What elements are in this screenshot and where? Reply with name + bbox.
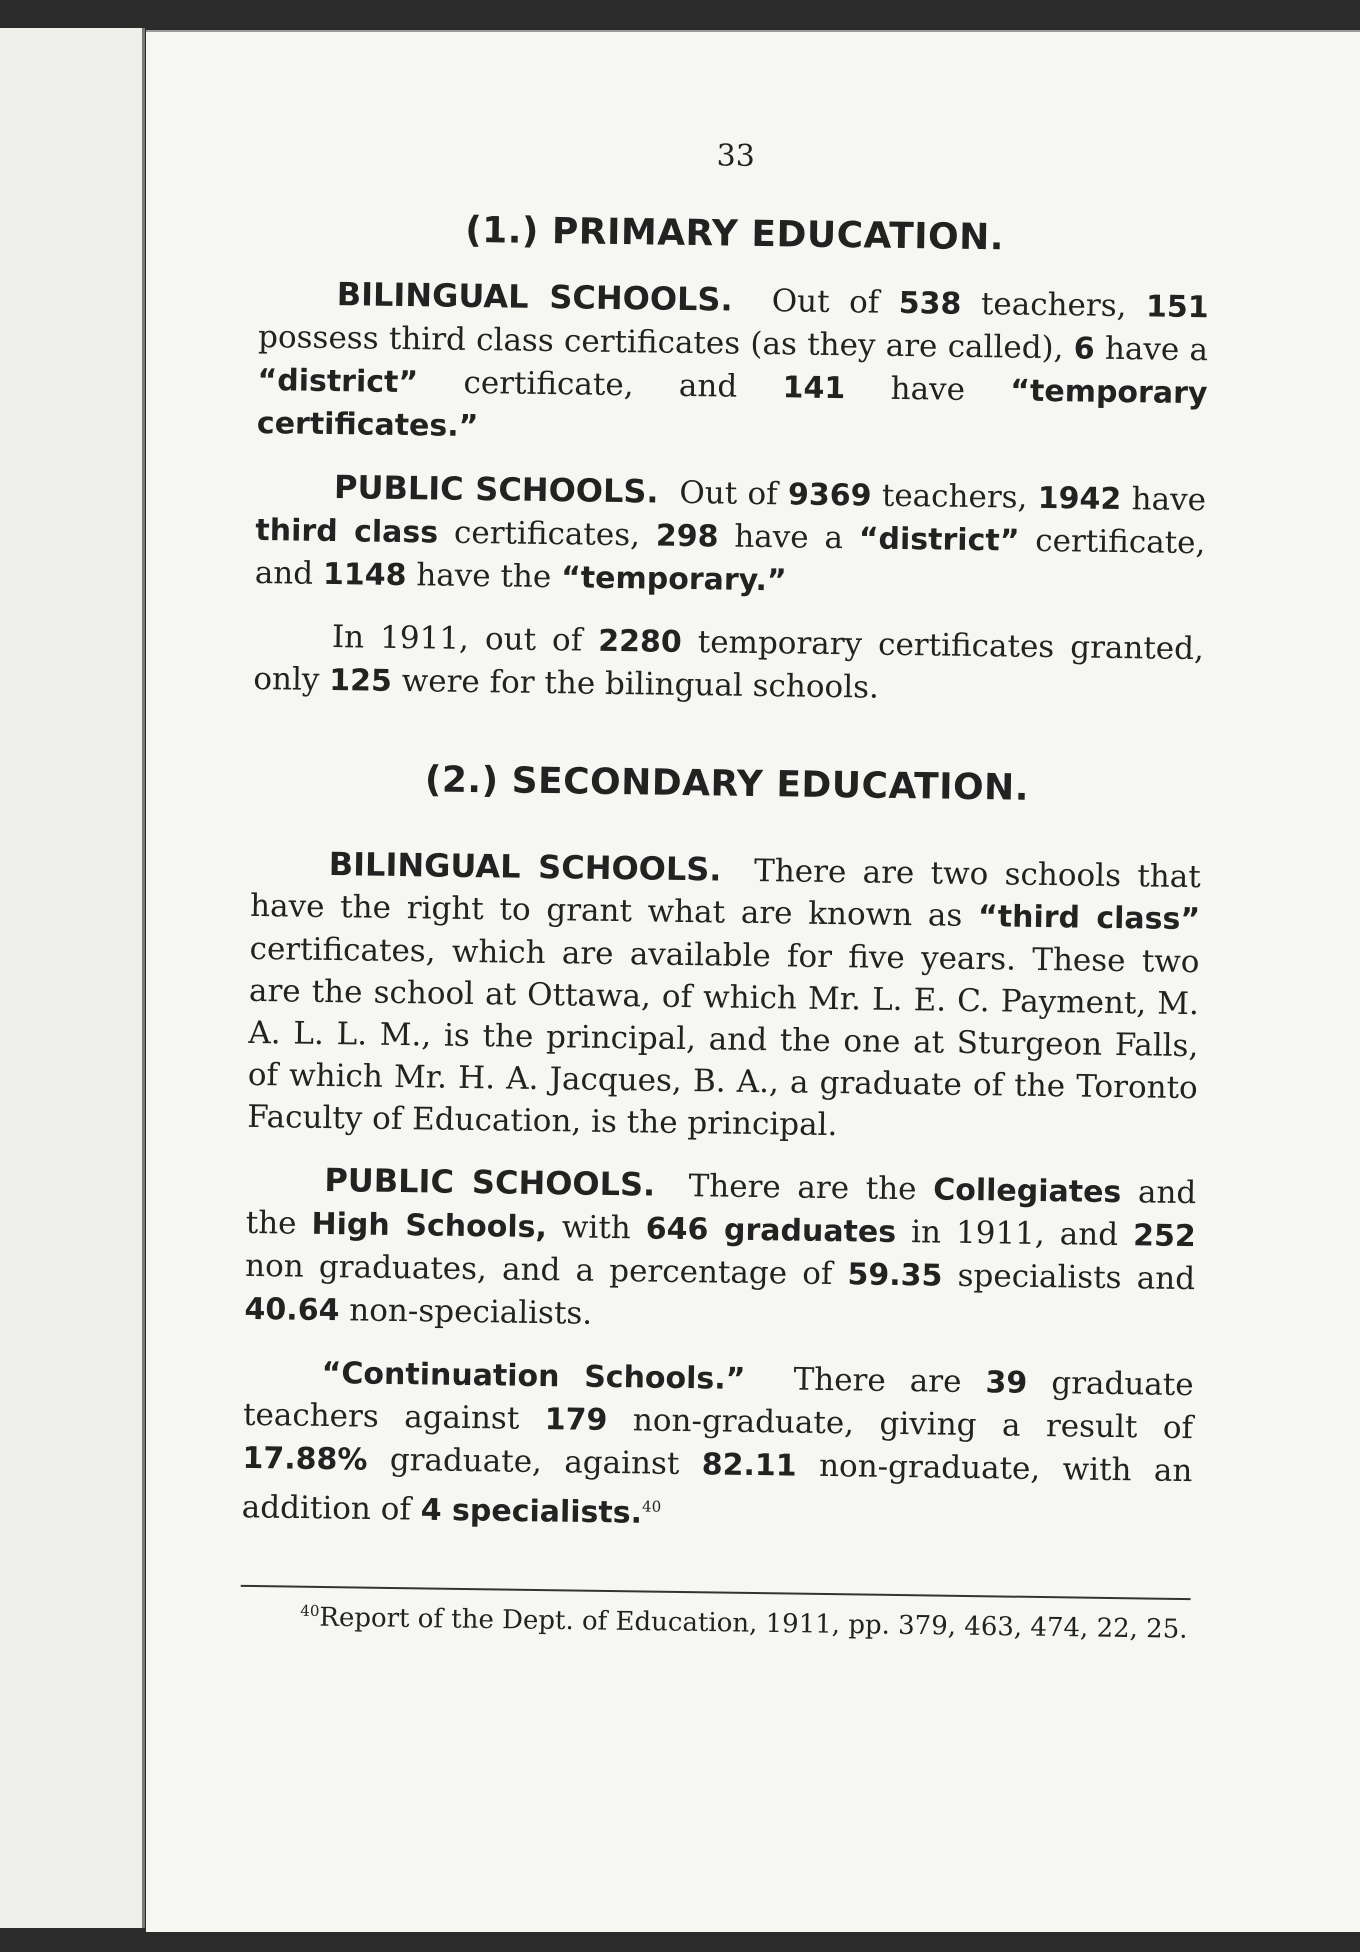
figure: 252 — [1132, 1218, 1196, 1255]
page-number: 33 — [716, 138, 756, 174]
book-page — [146, 30, 1360, 1932]
emphasis: 646 graduates — [645, 1211, 897, 1250]
primary-education-heading: (1.) PRIMARY EDUCATION. — [464, 209, 1005, 259]
text: with — [546, 1209, 647, 1247]
secondary-public-lead: PUBLIC SCHOOLS. — [324, 1160, 656, 1204]
page-content — [240, 132, 1211, 1647]
primary-bilingual-lead: BILINGUAL SCHOOLS. — [336, 275, 733, 319]
emphasis: “temporary.” — [560, 560, 787, 599]
figure: 151 — [1145, 289, 1209, 326]
figure: 179 — [544, 1402, 608, 1438]
text: graduate, against — [367, 1441, 703, 1483]
text: There are the — [688, 1168, 934, 1208]
figure: 4 — [420, 1492, 442, 1528]
text: temporary certificates granted, only — [253, 623, 1205, 699]
text: specialists. — [441, 1492, 643, 1531]
footnote-reference: 40 — [641, 1497, 662, 1516]
text: possess third class certificates (as they are called), — [257, 318, 1075, 367]
text: In 1911, out of — [331, 619, 599, 659]
figure: 538 — [898, 285, 962, 322]
continuation-schools-paragraph — [241, 1351, 1193, 1543]
text: Out of — [771, 283, 900, 321]
secondary-bilingual-paragraph — [247, 842, 1201, 1151]
footnote-text: Report of the Dept. of Education, 1911, pp. 379, 463, 474, 22, 25. — [319, 1602, 1188, 1646]
temporary-certificates-paragraph — [253, 615, 1204, 714]
text: non-graduate, with an addition of — [241, 1447, 1193, 1528]
text: specialists and — [942, 1257, 1196, 1298]
figure: 17.88% — [242, 1440, 368, 1478]
text: have the — [406, 557, 562, 596]
text: certificate, and — [417, 364, 783, 406]
secondary-education-heading: (2.) SECONDARY EDUCATION. — [424, 759, 1030, 809]
primary-bilingual-paragraph — [257, 272, 1209, 458]
figure: 1942 — [1037, 480, 1122, 518]
figure: 9369 — [787, 477, 872, 514]
text: certificate, and — [254, 522, 1206, 592]
figure: 1148 — [322, 556, 407, 594]
emphasis: High Schools, — [311, 1206, 548, 1246]
primary-public-lead: PUBLIC SCHOOLS. — [333, 468, 659, 511]
text: have — [844, 370, 1011, 409]
text: were for the bilingual schools. — [391, 662, 880, 706]
secondary-public-paragraph — [244, 1158, 1196, 1344]
text: have a — [718, 518, 860, 557]
primary-public-paragraph — [255, 465, 1207, 608]
secondary-bilingual-lead: BILINGUAL SCHOOLS. — [328, 845, 722, 889]
text: and the — [245, 1174, 1197, 1242]
text: non-graduate, giving a result of — [607, 1401, 1194, 1447]
emphasis: “third class” — [977, 899, 1201, 938]
footnote — [240, 1593, 1190, 1647]
facing-page-edge — [0, 28, 145, 1928]
text: teachers, — [871, 477, 1039, 516]
figure: 298 — [655, 518, 719, 555]
text: have a — [1094, 330, 1209, 369]
figure: 2280 — [597, 623, 682, 660]
emphasis: “temporary certificates.” — [256, 373, 1208, 445]
text: Out of — [679, 474, 789, 513]
text: There are — [793, 1361, 986, 1401]
emphasis: third class — [255, 512, 439, 551]
figure: 40.64 — [244, 1291, 340, 1329]
text: certificates, — [437, 514, 657, 554]
text: certificates, which are available for five years. These two are the school at Ottawa, of which Mr. L. E. C. Payment, M. A. L. L. M., is the principal, and the one at Sturgeon Falls, of which Mr. H. A. Jacques, B. A., a graduate of the Toronto Faculty of Education, is the principal. — [246, 930, 1200, 1144]
text: non-specialists. — [339, 1292, 593, 1332]
figure: 39 — [985, 1365, 1028, 1401]
emphasis: “district” — [858, 521, 1020, 559]
text: teachers, — [961, 285, 1147, 325]
figure: 82.11 — [701, 1447, 797, 1484]
footnote-mark: 40 — [300, 1602, 320, 1621]
text: graduate teachers against — [242, 1364, 1194, 1438]
figure: 6 — [1073, 331, 1095, 367]
text: There are two schools that have the right to grant what are known as — [249, 852, 1201, 935]
text: in 1911, and — [895, 1213, 1134, 1254]
text: have — [1121, 481, 1207, 519]
emphasis: “district” — [257, 362, 419, 401]
emphasis: Collegiates — [932, 1172, 1122, 1211]
figure: 59.35 — [847, 1257, 943, 1294]
figure: 125 — [329, 663, 393, 699]
continuation-schools-lead: “Continuation Schools.” — [321, 1355, 746, 1397]
figure: 141 — [782, 370, 846, 407]
text: non graduates, and a percentage of — [244, 1247, 848, 1293]
